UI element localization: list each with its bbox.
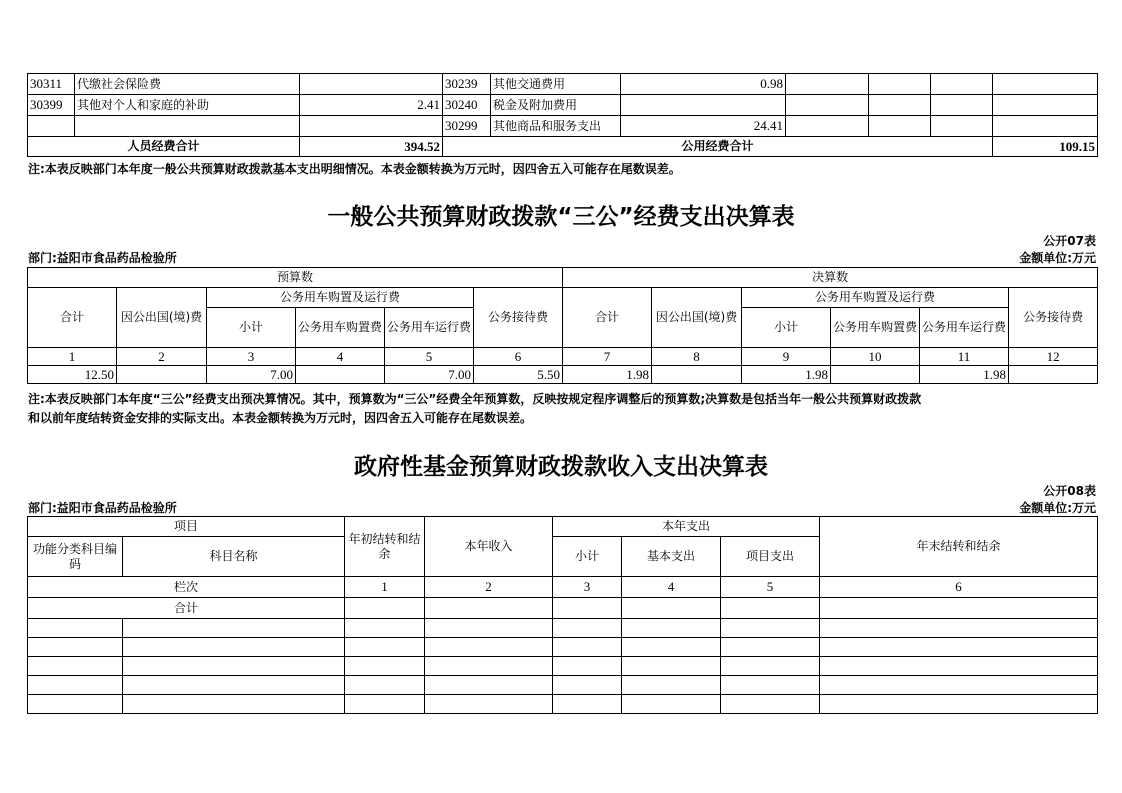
col-num: 4: [622, 577, 721, 598]
value-cell: 1.98: [920, 366, 1009, 384]
table2-code: 公开07表: [1043, 234, 1096, 248]
value-cell: [296, 366, 385, 384]
reception-header: 公务接待费: [474, 288, 563, 348]
table2-note-line2: 和以前年度结转资金安排的实际支出。本表金额转换为万元时，因四舍五入可能存在尾数误差。: [28, 411, 533, 425]
econ-name: 其他商品和服务支出: [491, 116, 621, 137]
public-total-label: 公用经费合计: [443, 137, 993, 157]
abroad-header: 因公出国(境)费: [652, 288, 742, 348]
public-total-value: 109.15: [993, 137, 1098, 157]
header-row: [28, 288, 1098, 308]
value-cell: 12.50: [28, 366, 117, 384]
project-expense-header: 项目支出: [721, 537, 820, 577]
value-cell: [652, 366, 742, 384]
func-code-header: 功能分类科目编码: [28, 537, 123, 577]
econ-code: 30399: [28, 95, 75, 116]
econ-code: 30239: [443, 74, 491, 95]
amount-cell: [300, 116, 443, 137]
yearend-balance-header: 年末结转和结余: [820, 517, 1098, 577]
table-row: [28, 695, 1098, 714]
amount-cell: [621, 95, 786, 116]
table2-dept: 部门:益阳市食品药品检验所: [28, 251, 177, 265]
table-row: [28, 619, 1098, 638]
col-num: 4: [296, 348, 385, 366]
table-row: [28, 638, 1098, 657]
value-cell: 7.00: [207, 366, 296, 384]
table2-unit: 金额单位:万元: [1019, 251, 1096, 265]
col-num: 2: [117, 348, 207, 366]
econ-code: 30240: [443, 95, 491, 116]
subtotal-header: 小计: [742, 308, 831, 348]
value-cell: 1.98: [563, 366, 652, 384]
subtotal-header: 小计: [553, 537, 622, 577]
personnel-total-value: 394.52: [300, 137, 443, 157]
col-num: 5: [385, 348, 474, 366]
amount-cell: 0.98: [621, 74, 786, 95]
opening-balance-header: 年初结转和结余: [345, 517, 425, 577]
expense-header: 本年支出: [553, 517, 820, 537]
header-row: [28, 517, 1098, 537]
three-public-expense-table: [27, 267, 1098, 384]
econ-name: [75, 116, 300, 137]
col-num: 7: [563, 348, 652, 366]
subject-name-header: 科目名称: [123, 537, 345, 577]
value-cell: [831, 366, 920, 384]
vehicle-header: 公务用车购置及运行费: [207, 288, 474, 308]
purchase-header: 公务用车购置费: [296, 308, 385, 348]
value-cell: [1009, 366, 1098, 384]
table1-note: 注:本表反映部门本年度一般公共预算财政拨款基本支出明细情况。本表金额转换为万元时，因四舍五入可能存在尾数误差。: [28, 162, 681, 176]
abroad-header: 因公出国(境)费: [117, 288, 207, 348]
total-row: [28, 137, 1098, 157]
subtotal-header: 小计: [207, 308, 296, 348]
value-cell: 5.50: [474, 366, 563, 384]
value-row: [28, 366, 1098, 384]
total-label: 合计: [28, 598, 345, 619]
col-num: 6: [474, 348, 563, 366]
col-num: 5: [721, 577, 820, 598]
item-header: 项目: [28, 517, 345, 537]
table-row: [28, 95, 1098, 116]
table2-note-line1: 注:本表反映部门本年度“三公”经费支出预决算情况。其中，预算数为“三公”经费全年预算数，反映按规定程序调整后的预算数;决算数是包括当年一般公共预算财政拨款: [28, 392, 922, 406]
actual-header: 决算数: [563, 268, 1098, 288]
amount-cell: 24.41: [621, 116, 786, 137]
header-row: [28, 268, 1098, 288]
table-row: [28, 74, 1098, 95]
operate-header: 公务用车运行费: [920, 308, 1009, 348]
col-num: 8: [652, 348, 742, 366]
budget-header: 预算数: [28, 268, 563, 288]
econ-code: 30299: [443, 116, 491, 137]
basic-expense-header: 基本支出: [622, 537, 721, 577]
income-header: 本年收入: [425, 517, 553, 577]
amount-cell: [300, 74, 443, 95]
value-cell: 1.98: [742, 366, 831, 384]
purchase-header: 公务用车购置费: [831, 308, 920, 348]
amount-cell: 2.41: [300, 95, 443, 116]
col-num: 3: [207, 348, 296, 366]
total-header: 合计: [563, 288, 652, 348]
col-num: 6: [820, 577, 1098, 598]
col-num: 10: [831, 348, 920, 366]
basic-expense-table: [27, 73, 1098, 157]
econ-code: [28, 116, 75, 137]
personnel-total-label: 人员经费合计: [28, 137, 300, 157]
operate-header: 公务用车运行费: [385, 308, 474, 348]
col-num: 3: [553, 577, 622, 598]
vehicle-header: 公务用车购置及运行费: [742, 288, 1009, 308]
col-num: 9: [742, 348, 831, 366]
total-row: [28, 598, 1098, 619]
col-num: 2: [425, 577, 553, 598]
table3-title: 政府性基金预算财政拨款收入支出决算表: [354, 454, 768, 480]
table2-title: 一般公共预算财政拨款“三公”经费支出决算表: [327, 204, 795, 230]
table-row: [28, 657, 1098, 676]
reception-header: 公务接待费: [1009, 288, 1098, 348]
table3-dept: 部门:益阳市食品药品检验所: [28, 501, 177, 515]
econ-name: 其他交通费用: [491, 74, 621, 95]
col-num: 11: [920, 348, 1009, 366]
table-row: [28, 116, 1098, 137]
col-num: 1: [28, 348, 117, 366]
econ-name: 税金及附加费用: [491, 95, 621, 116]
column-number-row: [28, 348, 1098, 366]
row-col-label: 栏次: [28, 577, 345, 598]
value-cell: [117, 366, 207, 384]
column-number-row: [28, 577, 1098, 598]
gov-fund-table: [27, 516, 1098, 714]
econ-name: 代缴社会保险费: [75, 74, 300, 95]
econ-code: 30311: [28, 74, 75, 95]
econ-name: 其他对个人和家庭的补助: [75, 95, 300, 116]
total-header: 合计: [28, 288, 117, 348]
col-num: 1: [345, 577, 425, 598]
value-cell: 7.00: [385, 366, 474, 384]
table3-unit: 金额单位:万元: [1019, 501, 1096, 515]
table3-code: 公开08表: [1043, 484, 1096, 498]
table-row: [28, 676, 1098, 695]
col-num: 12: [1009, 348, 1098, 366]
